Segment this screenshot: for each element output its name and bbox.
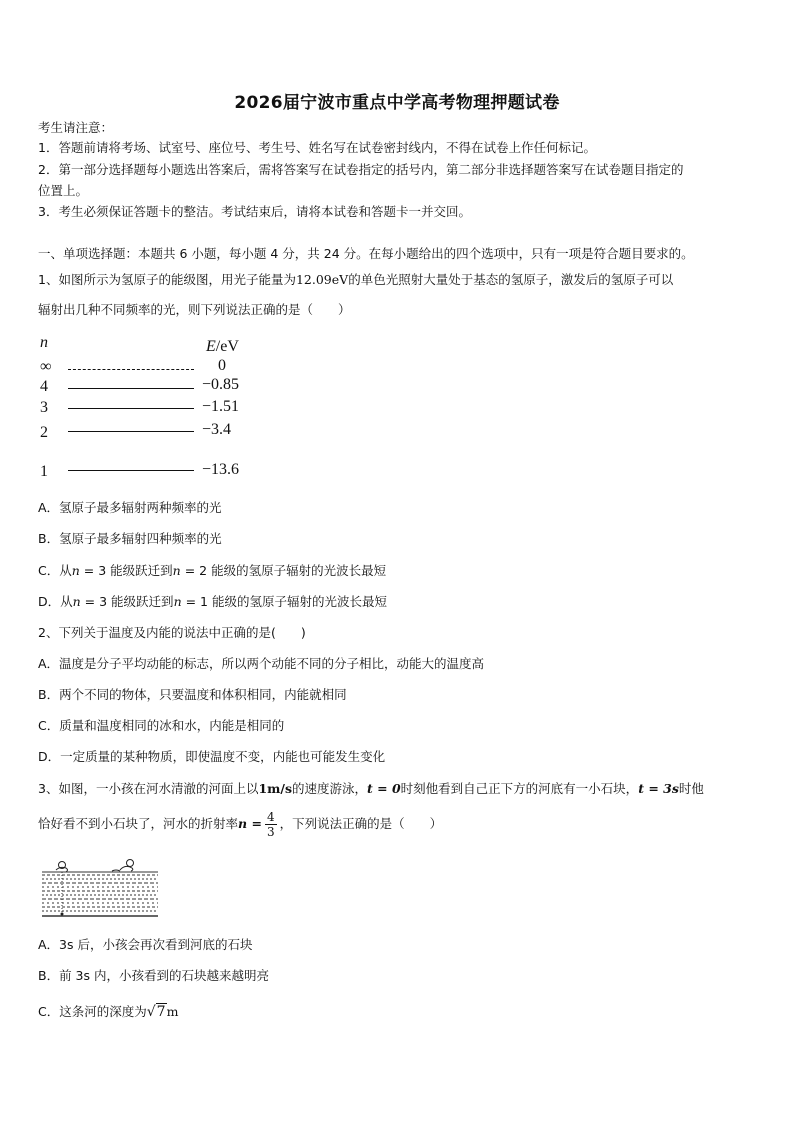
level-n-label: 4	[40, 378, 48, 395]
q2-option-c: C．质量和温度相同的冰和水，内能是相同的	[38, 718, 285, 733]
level-e-label: −0.85	[202, 376, 240, 393]
q3-option-b: B．前 3s 内，小孩看到的石块越来越明亮	[38, 968, 269, 983]
level-e-label: 0	[218, 357, 226, 374]
level-e-label: −3.4	[202, 421, 232, 438]
q1-option-c: C．从n = 3 能级跃迁到n = 2 能级的氢原子辐射的光波长最短	[38, 563, 387, 578]
q2-option-a: A．温度是分子平均动能的标志，所以两个动能不同的分子相比，动能大的温度高	[38, 656, 485, 671]
section-heading: 一、单项选择题：本题共 6 小题，每小题 4 分，共 24 分。在每小题给出的四个选项中，只有一项是符合题目要求的。	[38, 246, 694, 261]
level-e-label: −1.51	[202, 398, 240, 415]
q1-option-a: A．氢原子最多辐射两种频率的光	[38, 500, 222, 515]
q1-stem-line2: 辐射出几种不同频率的光，则下列说法正确的是（ ）	[38, 302, 351, 317]
q2-option-d: D．一定质量的某种物质，即使温度不变，内能也可能发生变化	[38, 749, 386, 764]
stone-figure	[61, 913, 64, 916]
q3-stem-line2: 恰好看不到小石块了，河水的折射率n = $\frac{4}{3}$ ，下列说法正确的是（ ）	[38, 810, 443, 839]
q3-stem-line1: 3、如图，一小孩在河水清澈的河面上以1m/s的速度游泳，t = 0时刻他看到自己正下方的河底有一小石块，t = 3s时他	[38, 781, 704, 796]
level-n-label: ∞	[40, 358, 52, 375]
q3-option-a: A．3s 后，小孩会再次看到河底的石块	[38, 937, 253, 952]
notice-heading: 考生请注意：	[38, 120, 114, 135]
refraction-fraction: $\frac{4}{3}$	[266, 810, 275, 839]
q2-option-b: B．两个不同的物体，只要温度和体积相同，内能就相同	[38, 687, 347, 702]
q2-stem: 2、下列关于温度及内能的说法中正确的是( )	[38, 625, 306, 640]
river-figure	[40, 858, 160, 922]
diagram-e-label: E/eV	[206, 338, 239, 355]
notice-item: 3．考生必须保证答题卡的整洁。考试结束后，请将本试卷和答题卡一并交回。	[38, 204, 471, 219]
notice-item: 1．答题前请将考场、试室号、座位号、考生号、姓名写在试卷密封线内，不得在试卷上作任何标记。	[38, 140, 596, 155]
level-line-4	[68, 388, 194, 389]
level-n-label: 2	[40, 424, 48, 441]
sqrt-expression: √7	[146, 1004, 166, 1020]
level-line-2	[68, 431, 194, 432]
notice-item: 位置上。	[38, 183, 89, 198]
page-title: 2026届宁波市重点中学高考物理押题试卷	[234, 93, 560, 113]
child-head-figure	[127, 860, 134, 867]
diagram-n-label: n	[40, 334, 48, 351]
level-n-label: 3	[40, 399, 48, 416]
q1-energy-value: 12.09eV	[295, 272, 349, 287]
level-e-label: −13.6	[202, 461, 240, 478]
level-line-3	[68, 408, 194, 409]
q1-option-d: D．从n = 3 能级跃迁到n = 1 能级的氢原子辐射的光波长最短	[38, 594, 387, 609]
q3-option-c: C．这条河的深度为√7m	[38, 1004, 179, 1020]
level-line-infinity	[68, 369, 194, 370]
q1-stem-line1: 1、如图所示为氢原子的能级图，用光子能量为12.09eV的单色光照射大量处于基态的氢原子，激发后的氢原子可以	[38, 272, 674, 287]
level-n-label: 1	[40, 463, 48, 480]
q1-option-b: B．氢原子最多辐射四种频率的光	[38, 531, 222, 546]
level-line-1	[68, 470, 194, 471]
notice-item: 2．第一部分选择题每小题选出答案后，需将答案写在试卷指定的括号内，第二部分非选择题答案写在试卷题目指定的	[38, 162, 684, 177]
